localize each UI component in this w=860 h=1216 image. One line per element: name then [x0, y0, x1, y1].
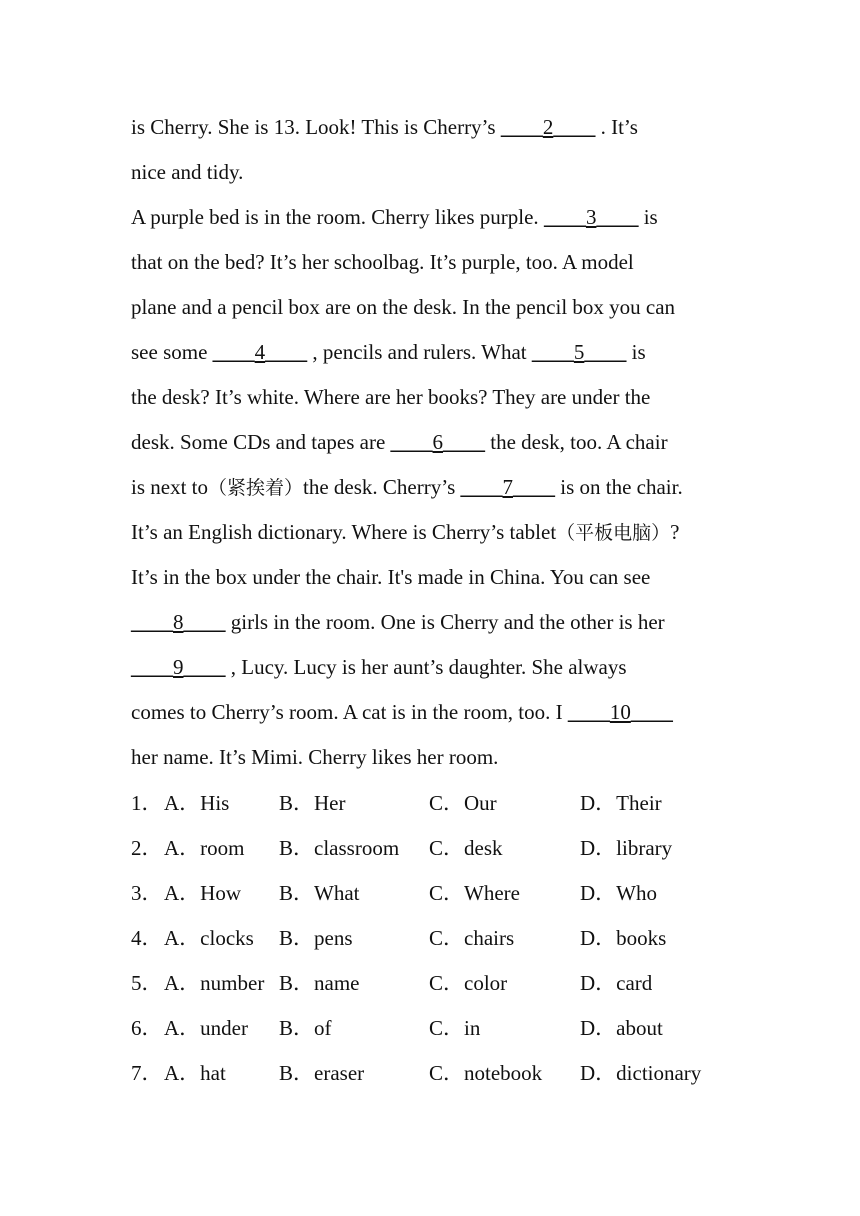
option-d: D．card [580, 971, 653, 995]
option-d: D．dictionary [580, 1061, 702, 1085]
passage-text: , pencils and rulers. What [307, 340, 532, 364]
passage-line: the desk? It’s white. Where are her books? They are under the [131, 385, 651, 409]
passage-text: the desk. Cherry’s [303, 475, 461, 499]
passage-text: desk. Some CDs and tapes are [131, 430, 391, 454]
blank-3: ____3____ [543, 205, 639, 229]
passage-line [131, 105, 741, 150]
passage-line [131, 330, 741, 375]
option-d: D．library [580, 836, 673, 860]
passage-line: nice and tidy. [131, 160, 244, 184]
option-b: B．What [279, 881, 360, 905]
option-d: D．about [580, 1016, 663, 1040]
passage-line [131, 600, 741, 645]
option-c: C．chairs [429, 926, 515, 950]
option-a: A．clocks [164, 926, 254, 950]
option-d: D．books [580, 926, 667, 950]
option-a: A．His [164, 791, 230, 815]
question-number: 6． [131, 1016, 163, 1040]
option-b: B．classroom [279, 836, 400, 860]
passage-text: is [638, 205, 658, 229]
passage-line [131, 465, 741, 510]
passage-text: ? [670, 520, 680, 544]
option-c: C．notebook [429, 1061, 543, 1085]
passage-line [131, 690, 741, 735]
passage-line: It’s in the box under the chair. It's made in China. You can see [131, 565, 651, 589]
passage-text: is on the chair. [555, 475, 683, 499]
question-number: 5． [131, 971, 163, 995]
option-b: B．name [279, 971, 360, 995]
blank-8: ____8____ [131, 610, 226, 634]
chinese-gloss: （紧挨着） [208, 477, 304, 499]
blank-4: ____4____ [212, 340, 308, 364]
option-b: B．eraser [279, 1061, 365, 1085]
passage-text: . It’s [595, 115, 638, 139]
blank-7: ____7____ [460, 475, 555, 499]
passage-line [131, 420, 741, 465]
blank-10: ____10____ [567, 700, 673, 724]
question-number: 2． [131, 836, 163, 860]
option-c: C．desk [429, 836, 503, 860]
option-a: A．under [164, 1016, 248, 1040]
option-c: C．in [429, 1016, 481, 1040]
blank-9: ____9____ [131, 655, 226, 679]
passage-text: is [626, 340, 646, 364]
option-c: C．Our [429, 791, 497, 815]
question-number: 1． [131, 791, 163, 815]
option-d: D．Who [580, 881, 657, 905]
option-a: A．hat [164, 1061, 226, 1085]
option-a: A．room [164, 836, 245, 860]
passage-line: that on the bed? It’s her schoolbag. It’s purple, too. A model [131, 250, 634, 274]
question-number: 4． [131, 926, 163, 950]
option-d: D．Their [580, 791, 662, 815]
option-b: B．of [279, 1016, 332, 1040]
passage-text: , Lucy. Lucy is her aunt’s daughter. She always [225, 655, 627, 679]
cloze-passage [131, 105, 741, 780]
passage-line [131, 645, 741, 690]
option-b: B．pens [279, 926, 353, 950]
passage-line [131, 510, 741, 555]
option-c: C．Where [429, 881, 520, 905]
passage-text: is Cherry. She is 13. Look! This is Cherry’s [131, 115, 501, 139]
option-c: C．color [429, 971, 508, 995]
passage-text: girls in the room. One is Cherry and the other is her [225, 610, 665, 634]
passage-text: the desk, too. A chair [485, 430, 668, 454]
question-number: 3． [131, 881, 163, 905]
option-a: A．How [164, 881, 241, 905]
blank-2: ____2____ [500, 115, 596, 139]
passage-text: comes to Cherry’s room. A cat is in the room, too. I [131, 700, 568, 724]
option-a: A．number [164, 971, 265, 995]
passage-text: is next to [131, 475, 208, 499]
chinese-gloss: （平板电脑） [556, 522, 671, 544]
passage-line: her name. It’s Mimi. Cherry likes her room. [131, 745, 499, 769]
option-b: B．Her [279, 791, 346, 815]
passage-text: see some [131, 340, 213, 364]
passage-line [131, 195, 741, 240]
passage-line: plane and a pencil box are on the desk. In the pencil box you can [131, 295, 676, 319]
blank-5: ____5____ [531, 340, 627, 364]
passage-text: It’s an English dictionary. Where is Cherry’s tablet [131, 520, 557, 544]
blank-6: ____6____ [390, 430, 486, 454]
question-number: 7． [131, 1061, 163, 1085]
passage-text: A purple bed is in the room. Cherry likes purple. [131, 205, 544, 229]
